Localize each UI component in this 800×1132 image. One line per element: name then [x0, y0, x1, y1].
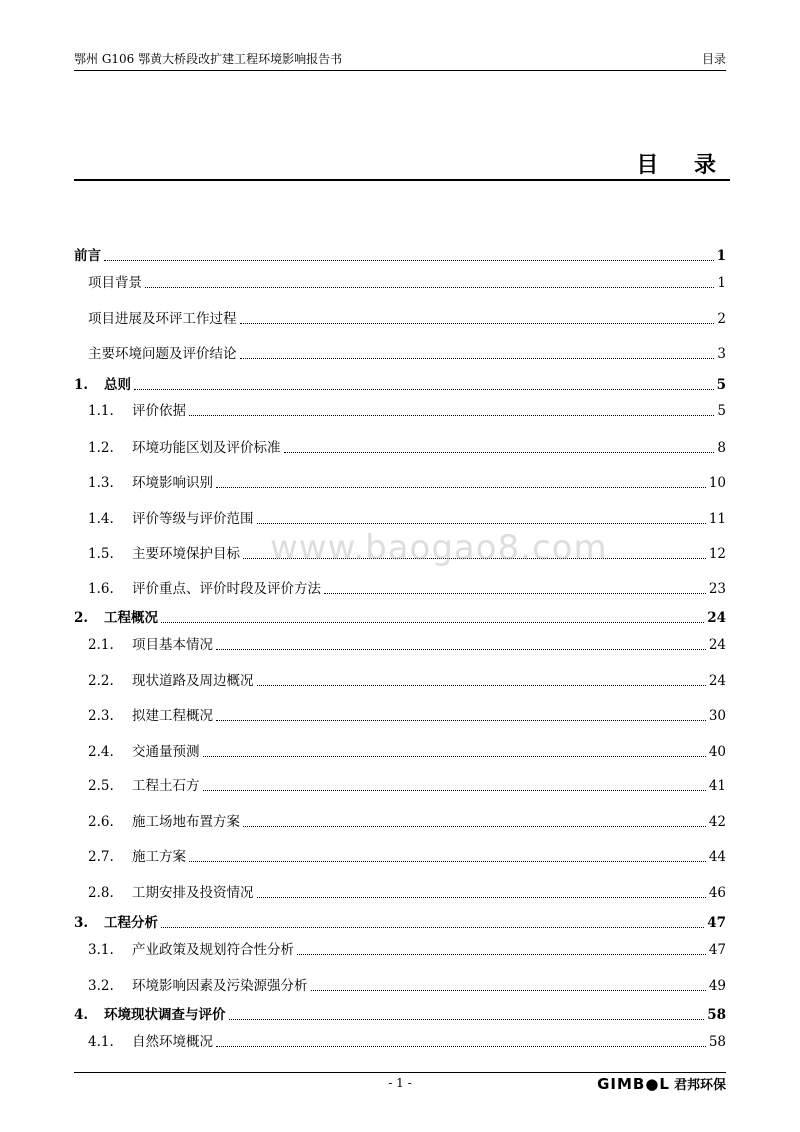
toc-entry-number: 2.2. [88, 673, 114, 689]
toc-entry-page: 23 [708, 581, 726, 597]
toc-entry-page: 3 [717, 346, 726, 362]
toc-entry[interactable] [74, 343, 726, 363]
toc-entry-label: 环境现状调查与评价 [104, 1007, 226, 1023]
page-title: 目 录 [636, 153, 730, 178]
toc-entry-number: 1.2. [88, 440, 114, 456]
toc-entry[interactable] [74, 543, 726, 563]
toc-entry-label: 项目进展及环评工作过程 [88, 311, 237, 327]
watermark: www.baogao8.com [270, 528, 608, 568]
toc-entry-number: 2. [74, 610, 89, 626]
toc-entry-number: 2.5. [88, 778, 114, 794]
toc-entry-page: 47 [707, 915, 726, 931]
toc-entry-number: 2.3. [88, 708, 114, 724]
toc-entry-page: 41 [708, 778, 726, 794]
toc-entry[interactable] [74, 634, 726, 654]
toc-dot-leader [257, 684, 706, 686]
toc-dot-leader [189, 860, 706, 862]
title-divider [74, 179, 730, 181]
toc-dot-leader [243, 557, 706, 559]
toc-dot-leader [324, 592, 706, 594]
toc-entry-page: 5 [716, 377, 726, 393]
toc-dot-leader [243, 825, 706, 827]
toc-entry-page: 47 [708, 942, 726, 958]
toc-entry-number: 3.2. [88, 978, 114, 994]
toc-entry-label: 交通量预测 [132, 744, 200, 760]
toc-entry-page: 10 [708, 475, 726, 491]
toc-entry-label: 前言 [74, 248, 101, 264]
toc-dot-leader [216, 486, 706, 488]
toc-dot-leader [161, 926, 704, 928]
toc-entry-page: 42 [708, 814, 726, 830]
toc-entry-number: 1.3. [88, 475, 114, 491]
toc-entry[interactable] [74, 308, 726, 328]
toc-entry-label: 评价重点、评价时段及评价方法 [132, 581, 321, 597]
toc-dot-leader [311, 989, 706, 991]
toc-entry-number: 3. [74, 915, 89, 931]
toc-entry-number: 2.4. [88, 744, 114, 760]
toc-dot-leader [284, 451, 715, 453]
toc-entry-page: 49 [708, 978, 726, 994]
toc-entry-page: 30 [708, 708, 726, 724]
toc-entry-label: 总则 [104, 377, 131, 393]
toc-entry[interactable] [74, 775, 726, 795]
toc-entry[interactable] [74, 975, 726, 995]
toc-dot-leader [104, 259, 714, 261]
toc-entry-page: 24 [708, 673, 726, 689]
toc-dot-leader [216, 648, 706, 650]
toc-entry-number: 2.1. [88, 637, 114, 653]
toc-entry-label: 工程分析 [104, 915, 158, 931]
toc-entry-label: 工期安排及投资情况 [132, 885, 254, 901]
toc-entry-number: 4. [74, 1007, 89, 1023]
toc-entry[interactable] [74, 1031, 726, 1051]
toc-entry-page: 2 [717, 311, 726, 327]
toc-entry-number: 2.6. [88, 814, 114, 830]
toc-entry-page: 58 [708, 1034, 726, 1050]
toc-entry-page: 1 [717, 275, 726, 291]
toc-entry-page: 40 [708, 744, 726, 760]
toc-entry-page: 44 [708, 849, 726, 865]
toc-entry[interactable] [74, 578, 726, 598]
toc-entry-page: 46 [708, 885, 726, 901]
toc-entry-label: 环境影响识别 [132, 475, 213, 491]
toc-entry-number: 4.1. [88, 1034, 114, 1050]
toc-entry-page: 5 [717, 403, 726, 419]
company-logo [597, 1074, 726, 1093]
toc-entry-page: 1 [716, 248, 726, 264]
toc-entry-number: 1.5. [88, 546, 114, 562]
toc-dot-leader [257, 896, 706, 898]
footer-divider [74, 1072, 726, 1073]
toc-dot-leader [216, 1045, 706, 1047]
toc-entry-label: 评价等级与评价范围 [132, 511, 254, 527]
toc-entry-label: 产业政策及规划符合性分析 [132, 942, 294, 958]
toc-entry-page: 8 [717, 440, 726, 456]
toc-entry[interactable] [74, 1004, 726, 1024]
toc-dot-leader [189, 414, 714, 416]
toc-entry[interactable] [74, 400, 726, 420]
toc-entry[interactable] [74, 245, 726, 265]
toc-entry-label: 主要环境保护目标 [132, 546, 240, 562]
toc-entry-label: 工程土石方 [132, 778, 200, 794]
toc-entry-label: 项目基本情况 [132, 637, 213, 653]
toc-entry[interactable] [74, 472, 726, 492]
toc-entry-page: 24 [708, 637, 726, 653]
toc-entry[interactable] [74, 811, 726, 831]
page-header [74, 50, 726, 71]
toc-dot-leader [203, 789, 706, 791]
toc-dot-leader [297, 953, 706, 955]
header-section: 目录 [701, 52, 726, 66]
toc-dot-leader [229, 1018, 705, 1020]
toc-entry-number: 1.1. [88, 403, 114, 419]
header-title: 鄂州 G106 鄂黄大桥段改扩建工程环境影响报告书 [74, 52, 343, 66]
toc-dot-leader [240, 357, 715, 359]
toc-dot-leader [145, 286, 714, 288]
toc-entry-number: 3.1. [88, 942, 114, 958]
toc-entry[interactable] [74, 912, 726, 932]
toc-dot-leader [134, 388, 714, 390]
toc-entry[interactable] [74, 272, 726, 292]
toc-dot-leader [216, 719, 706, 721]
toc-entry[interactable] [74, 508, 726, 528]
toc-entry[interactable] [74, 939, 726, 959]
toc-entry-label: 拟建工程概况 [132, 708, 213, 724]
toc-entry-page: 11 [708, 511, 726, 527]
toc-entry-label: 环境功能区划及评价标准 [132, 440, 281, 456]
toc-entry-label: 自然环境概况 [132, 1034, 213, 1050]
toc-entry-number: 1.4. [88, 511, 114, 527]
toc-entry-label: 现状道路及周边概况 [132, 673, 254, 689]
logo-text-cn: 君邦环保 [673, 1078, 726, 1093]
toc-dot-leader [240, 322, 715, 324]
toc-entry-label: 主要环境问题及评价结论 [88, 346, 237, 362]
toc-entry[interactable] [74, 670, 726, 690]
toc-entry-number: 2.8. [88, 885, 114, 901]
toc-dot-leader [203, 755, 706, 757]
toc-entry-page: 24 [707, 610, 726, 626]
toc-dot-leader [161, 621, 704, 623]
toc-entry-label: 施工方案 [132, 849, 186, 865]
toc-entry-number: 1.6. [88, 581, 114, 597]
toc-entry[interactable] [74, 846, 726, 866]
toc-entry[interactable] [74, 607, 726, 627]
toc-entry-label: 工程概况 [104, 610, 158, 626]
toc-entry-label: 施工场地布置方案 [132, 814, 240, 830]
toc-entry[interactable] [74, 437, 726, 457]
toc-entry[interactable] [74, 374, 726, 394]
toc-dot-leader [257, 522, 706, 524]
toc-entry-number: 1. [74, 377, 89, 393]
toc-entry[interactable] [74, 882, 726, 902]
toc-entry-page: 58 [707, 1007, 726, 1023]
toc-entry-number: 2.7. [88, 849, 114, 865]
toc-entry-label: 环境影响因素及污染源强分析 [132, 978, 308, 994]
page-number: - 1 - [388, 1076, 412, 1090]
logo-text-en: GIMB●L [597, 1074, 670, 1093]
toc-entry[interactable] [74, 741, 726, 761]
toc-entry-page: 12 [708, 546, 726, 562]
toc-entry-label: 项目背景 [88, 275, 142, 291]
toc-entry[interactable] [74, 705, 726, 725]
toc-entry-label: 评价依据 [132, 403, 186, 419]
